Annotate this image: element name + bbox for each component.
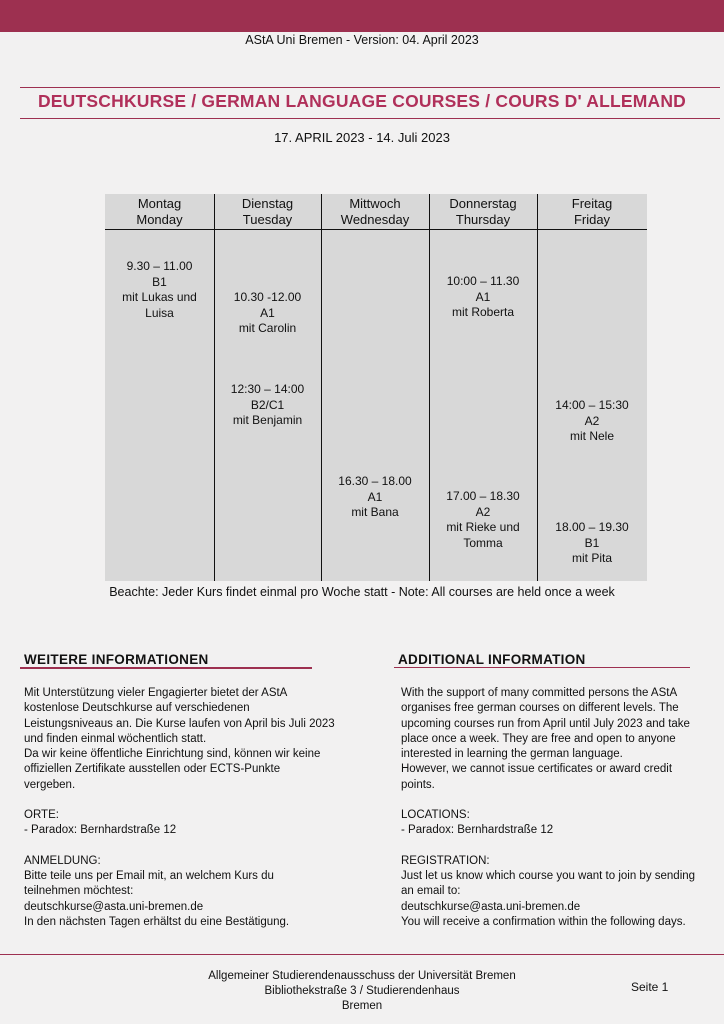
course-teacher: mit Rieke und bbox=[446, 520, 520, 534]
course-time: 16.30 – 18.00 bbox=[338, 474, 412, 488]
course-teacher: mit Lukas und bbox=[122, 290, 197, 304]
text-line: You will receive a confirmation within the following days. bbox=[401, 915, 686, 928]
footer-line: Allgemeiner Studierendenausschuss der Universität Bremen bbox=[208, 970, 516, 982]
course-thursday-a2 bbox=[429, 489, 537, 551]
text-line: In den nächsten Tagen erhältst du eine Bestätigung. bbox=[24, 915, 290, 928]
text-line: Leistungsniveaus an. Die Kurse laufen von April bis Juli 2023 bbox=[24, 717, 335, 730]
course-teacher: Luisa bbox=[145, 305, 174, 320]
course-teacher: mit Bana bbox=[351, 505, 399, 519]
section-title-de: WEITERE INFORMATIONEN bbox=[24, 652, 209, 667]
day-de: Freitag bbox=[571, 196, 613, 211]
section-rule-de bbox=[20, 667, 312, 669]
location-item: - Paradox: Bernhardstraße 12 bbox=[24, 824, 177, 837]
registration-label: ANMELDUNG: bbox=[24, 854, 101, 867]
text-line: Bitte teile uns per Email mit, an welchem Kurs du bbox=[24, 869, 274, 882]
text-line: kostenlose Deutschkurse auf verschiedenen bbox=[24, 702, 250, 715]
course-teacher: Tomma bbox=[463, 535, 503, 550]
text-line: points. bbox=[401, 778, 435, 791]
text-line: With the support of many committed persons the AStA bbox=[401, 687, 678, 699]
course-teacher: mit Nele bbox=[569, 429, 614, 443]
course-level: A2 bbox=[584, 413, 600, 428]
text-line: teilnehmen möchtest: bbox=[24, 885, 134, 898]
schedule-table bbox=[105, 194, 647, 581]
course-friday-a2 bbox=[537, 398, 647, 445]
course-teacher: mit Carolin bbox=[238, 321, 297, 335]
course-tuesday-a1 bbox=[214, 290, 321, 337]
text-line: upcoming courses run from April until July 2023 and take bbox=[401, 717, 690, 730]
day-header-friday bbox=[537, 196, 647, 228]
day-de: Donnerstag bbox=[449, 196, 517, 211]
course-thursday-a1 bbox=[429, 274, 537, 321]
day-header-thursday bbox=[429, 196, 537, 228]
course-level: B2/C1 bbox=[250, 397, 285, 412]
text-line: However, we cannot issue certificates or award credit bbox=[401, 763, 673, 776]
text-line: organises free german courses on different levels. The bbox=[401, 702, 679, 715]
course-level: A1 bbox=[475, 289, 491, 304]
course-time: 10:00 – 11.30 bbox=[446, 274, 520, 288]
info-text-en bbox=[401, 686, 721, 930]
footer-line: Bremen bbox=[341, 1000, 383, 1012]
text-line: place once a week. They are free and open to anyone bbox=[401, 732, 676, 745]
text-line: an email to: bbox=[401, 885, 461, 898]
info-text-de bbox=[24, 686, 354, 930]
text-line: und finden einmal wöchentlich statt. bbox=[24, 732, 207, 745]
schedule-note: Beachte: Jeder Kurs findet einmal pro Woche statt - Note: All courses are held once a week bbox=[109, 585, 615, 599]
course-time: 9.30 – 11.00 bbox=[126, 259, 193, 273]
course-teacher: mit Pita bbox=[571, 551, 612, 565]
column-divider bbox=[321, 194, 322, 581]
text-line: vergeben. bbox=[24, 778, 76, 791]
day-de: Montag bbox=[137, 196, 182, 211]
header-bar bbox=[0, 0, 724, 32]
course-level: B1 bbox=[584, 535, 600, 550]
title-rule-top bbox=[20, 87, 720, 88]
course-time: 17.00 – 18.30 bbox=[446, 489, 520, 503]
location-item: - Paradox: Bernhardstraße 12 bbox=[401, 824, 554, 837]
course-time: 14:00 – 15:30 bbox=[555, 398, 629, 412]
course-teacher: mit Benjamin bbox=[232, 413, 303, 427]
registration-label: REGISTRATION: bbox=[401, 854, 490, 867]
course-level: A1 bbox=[260, 305, 275, 320]
page-number: Seite 1 bbox=[631, 980, 669, 994]
section-rule-en bbox=[394, 667, 690, 668]
version-line: AStA Uni Bremen - Version: 04. April 2023 bbox=[245, 33, 479, 47]
course-time: 10.30 -12.00 bbox=[233, 290, 302, 304]
course-time: 12:30 – 14:00 bbox=[230, 382, 305, 396]
text-line: Just let us know which course you want to join by sending bbox=[401, 869, 696, 882]
day-de: Dienstag bbox=[241, 196, 294, 211]
course-dates: 17. APRIL 2023 - 14. Juli 2023 bbox=[274, 130, 450, 145]
course-tuesday-b2c1 bbox=[214, 382, 321, 429]
footer-address bbox=[0, 969, 724, 1014]
course-level: B1 bbox=[152, 274, 167, 289]
email-link[interactable]: deutschkurse@asta.uni-bremen.de bbox=[24, 900, 204, 913]
email-link[interactable]: deutschkurse@asta.uni-bremen.de bbox=[401, 900, 581, 913]
day-header-monday bbox=[105, 196, 214, 228]
text-line: offiziellen Zertifikate ausstellen oder ECTS-Punkte bbox=[24, 763, 281, 776]
course-wednesday-a1 bbox=[321, 474, 429, 521]
header-divider bbox=[105, 229, 647, 230]
page-title: DEUTSCHKURSE / GERMAN LANGUAGE COURSES / COURS D' ALLEMAND bbox=[37, 91, 687, 111]
day-en: Tuesday bbox=[242, 212, 293, 227]
course-level: A2 bbox=[475, 504, 491, 519]
day-header-tuesday bbox=[214, 196, 321, 228]
day-en: Monday bbox=[136, 212, 183, 227]
text-line: Mit Unterstützung vieler Engagierter bietet der AStA bbox=[24, 687, 288, 699]
day-en: Wednesday bbox=[340, 212, 410, 227]
day-de: Mittwoch bbox=[349, 196, 401, 211]
locations-label: ORTE: bbox=[24, 809, 59, 822]
text-line: interested in learning the german language. bbox=[401, 748, 623, 761]
text-line: Da wir keine öffentliche Einrichtung sind, können wir keine bbox=[24, 748, 321, 761]
course-level: A1 bbox=[367, 489, 383, 504]
day-en: Thursday bbox=[455, 212, 511, 227]
section-title-en: ADDITIONAL INFORMATION bbox=[398, 652, 586, 667]
course-friday-b1 bbox=[537, 520, 647, 567]
footer-rule bbox=[0, 954, 724, 955]
title-rule-bottom bbox=[20, 118, 720, 119]
day-header-wednesday bbox=[321, 196, 429, 228]
course-time: 18.00 – 19.30 bbox=[555, 520, 629, 534]
course-monday-b1 bbox=[105, 259, 214, 321]
course-teacher: mit Roberta bbox=[451, 305, 515, 319]
day-en: Friday bbox=[573, 212, 611, 227]
footer-line: Bibliothekstraße 3 / Studierendenhaus bbox=[264, 985, 460, 997]
locations-label: LOCATIONS: bbox=[401, 809, 470, 822]
